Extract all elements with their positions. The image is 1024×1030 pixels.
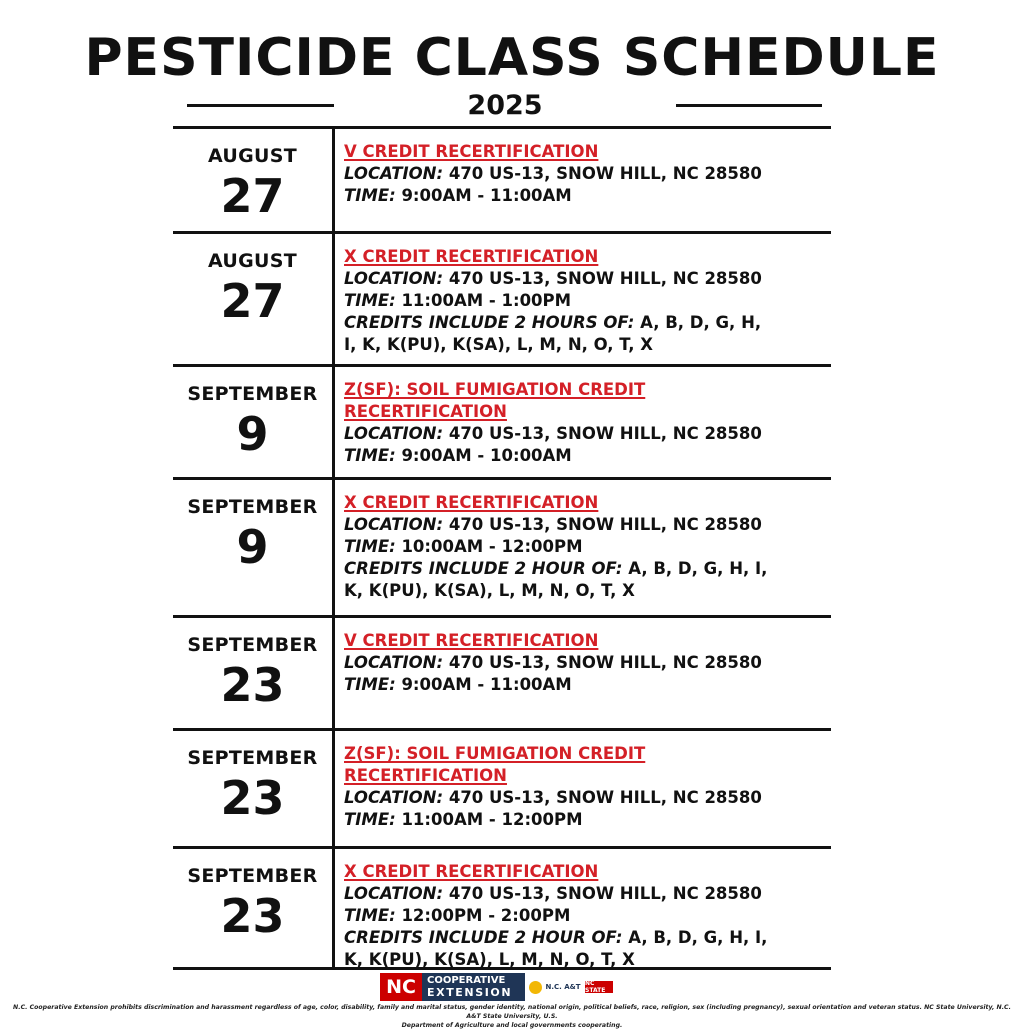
class-title-link[interactable]	[344, 141, 828, 163]
class-title-line: X CREDIT RECERTIFICATION	[344, 247, 599, 266]
event-date	[173, 731, 332, 846]
credits-list-line: K, K(PU), K(SA), L, M, N, O, T, X	[344, 950, 635, 969]
credits-list-line: I, K, K(PU), K(SA), L, M, N, O, T, X	[344, 335, 653, 354]
event-day: 27	[220, 274, 285, 328]
location-value: 470 US-13, SNOW HILL, NC 28580	[448, 424, 762, 443]
schedule-row	[173, 618, 831, 728]
time-label: TIME:	[344, 906, 396, 925]
class-title-line: V CREDIT RECERTIFICATION	[344, 142, 599, 161]
ncat-seal-icon	[529, 981, 542, 994]
event-time	[344, 905, 828, 927]
event-location	[344, 163, 828, 185]
class-title-line: RECERTIFICATION	[344, 766, 507, 785]
time-label: TIME:	[344, 446, 396, 465]
location-label: LOCATION:	[344, 424, 444, 443]
event-day: 27	[220, 169, 285, 223]
event-month: SEPTEMBER	[187, 496, 318, 518]
schedule-row	[173, 480, 831, 615]
class-title-line: RECERTIFICATION	[344, 402, 507, 421]
schedule-table	[173, 126, 831, 970]
page-title: PESTICIDE CLASS SCHEDULE	[84, 28, 940, 88]
event-time	[344, 809, 828, 831]
location-label: LOCATION:	[344, 164, 444, 183]
event-time	[344, 674, 828, 696]
class-title-line: X CREDIT RECERTIFICATION	[344, 493, 599, 512]
logo-extension-text: EXTENSION	[427, 986, 513, 999]
event-date	[173, 234, 332, 364]
disclaimer-line-1: N.C. Cooperative Extension prohibits discrimination and harassment regardless of age, color, disability, family and marital status, gender identity, national origin, political beliefs, race, religion, sex (including pregnancy), sexual orientation and veteran status. NC State University, N.C. A&T State University, U.S.	[13, 1004, 1011, 1020]
time-value: 11:00AM - 12:00PM	[401, 810, 583, 829]
class-title-line: Z(SF): SOIL FUMIGATION CREDIT	[344, 744, 646, 763]
time-label: TIME:	[344, 675, 396, 694]
location-value: 470 US-13, SNOW HILL, NC 28580	[448, 884, 762, 903]
event-month: SEPTEMBER	[187, 383, 318, 405]
event-day: 23	[220, 771, 285, 825]
event-location	[344, 514, 828, 536]
location-label: LOCATION:	[344, 788, 444, 807]
event-location	[344, 787, 828, 809]
time-label: TIME:	[344, 810, 396, 829]
schedule-row	[173, 367, 831, 477]
event-credits	[344, 927, 828, 949]
location-value: 470 US-13, SNOW HILL, NC 28580	[448, 788, 762, 807]
ncstate-logo: NC STATE	[585, 981, 613, 993]
time-value: 12:00PM - 2:00PM	[401, 906, 571, 925]
class-title-line: Z(SF): SOIL FUMIGATION CREDIT	[344, 380, 646, 399]
event-day: 9	[236, 407, 269, 461]
event-time	[344, 445, 828, 467]
location-value: 470 US-13, SNOW HILL, NC 28580	[448, 269, 762, 288]
event-month: SEPTEMBER	[187, 747, 318, 769]
event-date	[173, 849, 332, 967]
cooperative-extension-wordmark	[422, 973, 525, 1001]
event-date	[173, 367, 332, 477]
event-location	[344, 268, 828, 290]
location-value: 470 US-13, SNOW HILL, NC 28580	[448, 164, 762, 183]
logo-cooperative-text: COOPERATIVE	[427, 975, 506, 986]
credits-label: CREDITS INCLUDE 2 HOUR OF:	[344, 559, 623, 578]
nc-logo-mark: NC	[380, 973, 422, 1001]
event-credits	[344, 558, 828, 580]
schedule-row	[173, 849, 831, 967]
time-value: 9:00AM - 11:00AM	[401, 186, 572, 205]
location-value: 470 US-13, SNOW HILL, NC 28580	[448, 653, 762, 672]
class-title-line: X CREDIT RECERTIFICATION	[344, 862, 599, 881]
schedule-row	[173, 234, 831, 364]
credits-list-line: K, K(PU), K(SA), L, M, N, O, T, X	[344, 581, 635, 600]
title-rule-right	[676, 104, 822, 107]
location-label: LOCATION:	[344, 269, 444, 288]
credits-list-line: A, B, D, G, H, I,	[628, 928, 768, 947]
class-title-link[interactable]	[344, 743, 828, 787]
time-label: TIME:	[344, 291, 396, 310]
time-value: 9:00AM - 10:00AM	[401, 446, 572, 465]
credits-list-line: A, B, D, G, H, I,	[628, 559, 768, 578]
event-day: 23	[220, 658, 285, 712]
time-value: 9:00AM - 11:00AM	[401, 675, 572, 694]
event-location	[344, 883, 828, 905]
location-label: LOCATION:	[344, 884, 444, 903]
event-details	[344, 492, 828, 602]
event-date	[173, 480, 332, 615]
ncat-logo	[525, 973, 585, 1001]
time-value: 10:00AM - 12:00PM	[401, 537, 583, 556]
event-credits	[344, 312, 828, 334]
location-label: LOCATION:	[344, 653, 444, 672]
event-date	[173, 129, 332, 231]
event-date	[173, 618, 332, 728]
event-day: 23	[220, 889, 285, 943]
event-day: 9	[236, 520, 269, 574]
event-details	[344, 630, 828, 696]
event-time	[344, 290, 828, 312]
location-label: LOCATION:	[344, 515, 444, 534]
event-details	[344, 379, 828, 467]
event-month: SEPTEMBER	[187, 865, 318, 887]
event-month: AUGUST	[207, 250, 298, 272]
schedule-year: 2025	[467, 90, 543, 121]
event-month: AUGUST	[207, 145, 298, 167]
event-details	[344, 141, 828, 207]
event-details	[344, 743, 828, 831]
ncat-logo-text: N.C. A&T	[545, 983, 581, 991]
event-time	[344, 185, 828, 207]
location-value: 470 US-13, SNOW HILL, NC 28580	[448, 515, 762, 534]
credits-label: CREDITS INCLUDE 2 HOUR OF:	[344, 928, 623, 947]
schedule-row	[173, 129, 831, 231]
schedule-row	[173, 731, 831, 846]
event-details	[344, 861, 828, 971]
time-label: TIME:	[344, 186, 396, 205]
credits-list-line: A, B, D, G, H,	[640, 313, 762, 332]
nondiscrimination-disclaimer	[8, 1003, 1016, 1030]
time-value: 11:00AM - 1:00PM	[401, 291, 572, 310]
event-details	[344, 246, 828, 356]
class-title-link[interactable]	[344, 492, 828, 514]
event-time	[344, 536, 828, 558]
event-location	[344, 652, 828, 674]
nc-cooperative-extension-logo	[380, 973, 642, 1001]
class-title-link[interactable]	[344, 630, 828, 652]
class-title-link[interactable]	[344, 246, 828, 268]
time-label: TIME:	[344, 537, 396, 556]
event-month: SEPTEMBER	[187, 634, 318, 656]
title-rule-left	[187, 104, 334, 107]
class-title-link[interactable]	[344, 861, 828, 883]
event-location	[344, 423, 828, 445]
credits-label: CREDITS INCLUDE 2 HOURS OF:	[344, 313, 635, 332]
class-title-link[interactable]	[344, 379, 828, 423]
class-title-line: V CREDIT RECERTIFICATION	[344, 631, 599, 650]
disclaimer-line-2: Department of Agriculture and local governments cooperating.	[401, 1022, 623, 1029]
